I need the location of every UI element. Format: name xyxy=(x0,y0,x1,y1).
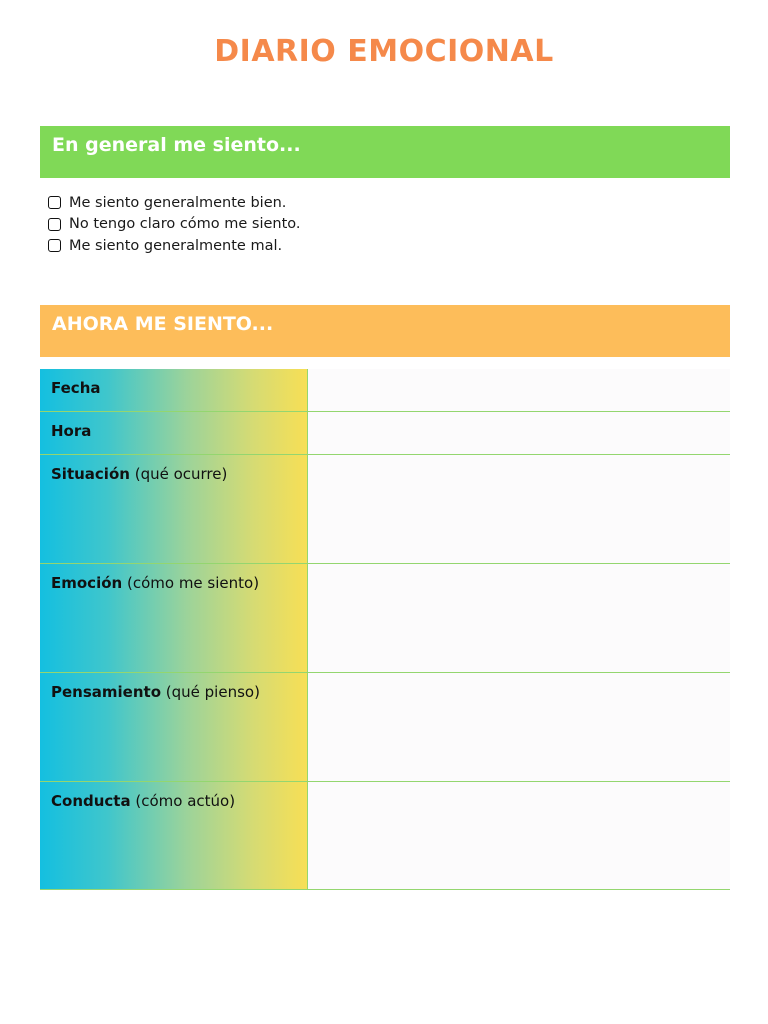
checkbox-icon[interactable] xyxy=(48,218,61,231)
row-pensamiento xyxy=(40,673,730,782)
emocion-field[interactable] xyxy=(308,564,730,672)
row-label: Emoción (cómo me siento) xyxy=(51,574,260,592)
row-fecha xyxy=(40,369,730,412)
option-label: Me siento generalmente mal. xyxy=(69,237,283,254)
option-feeling-unclear[interactable] xyxy=(48,214,301,236)
row-situacion xyxy=(40,455,730,564)
current-feeling-heading: AHORA ME SIENTO... xyxy=(52,313,274,335)
checkbox-icon[interactable] xyxy=(48,196,61,209)
general-feeling-options xyxy=(48,192,301,257)
row-label: Situación (qué ocurre) xyxy=(51,465,228,483)
current-feeling-header xyxy=(40,305,730,357)
conducta-field[interactable] xyxy=(308,782,730,889)
row-label: Conducta (cómo actúo) xyxy=(51,792,236,810)
row-conducta xyxy=(40,782,730,890)
option-feeling-bad[interactable] xyxy=(48,235,301,257)
option-feeling-good[interactable] xyxy=(48,192,301,214)
page-title: DIARIO EMOCIONAL xyxy=(214,34,554,69)
row-emocion xyxy=(40,564,730,673)
row-label: Pensamiento (qué pienso) xyxy=(51,683,260,701)
option-label: No tengo claro cómo me siento. xyxy=(69,216,301,233)
row-label: Fecha xyxy=(51,379,101,397)
pensamiento-field[interactable] xyxy=(308,673,730,781)
general-feeling-header xyxy=(40,126,730,178)
row-label: Hora xyxy=(51,422,92,440)
option-label: Me siento generalmente bien. xyxy=(69,194,287,211)
checkbox-icon[interactable] xyxy=(48,239,61,252)
fecha-field[interactable] xyxy=(308,369,730,411)
situacion-field[interactable] xyxy=(308,455,730,563)
general-feeling-heading: En general me siento... xyxy=(52,134,301,156)
journal-table xyxy=(40,369,730,890)
hora-field[interactable] xyxy=(308,412,730,454)
row-hora xyxy=(40,412,730,455)
